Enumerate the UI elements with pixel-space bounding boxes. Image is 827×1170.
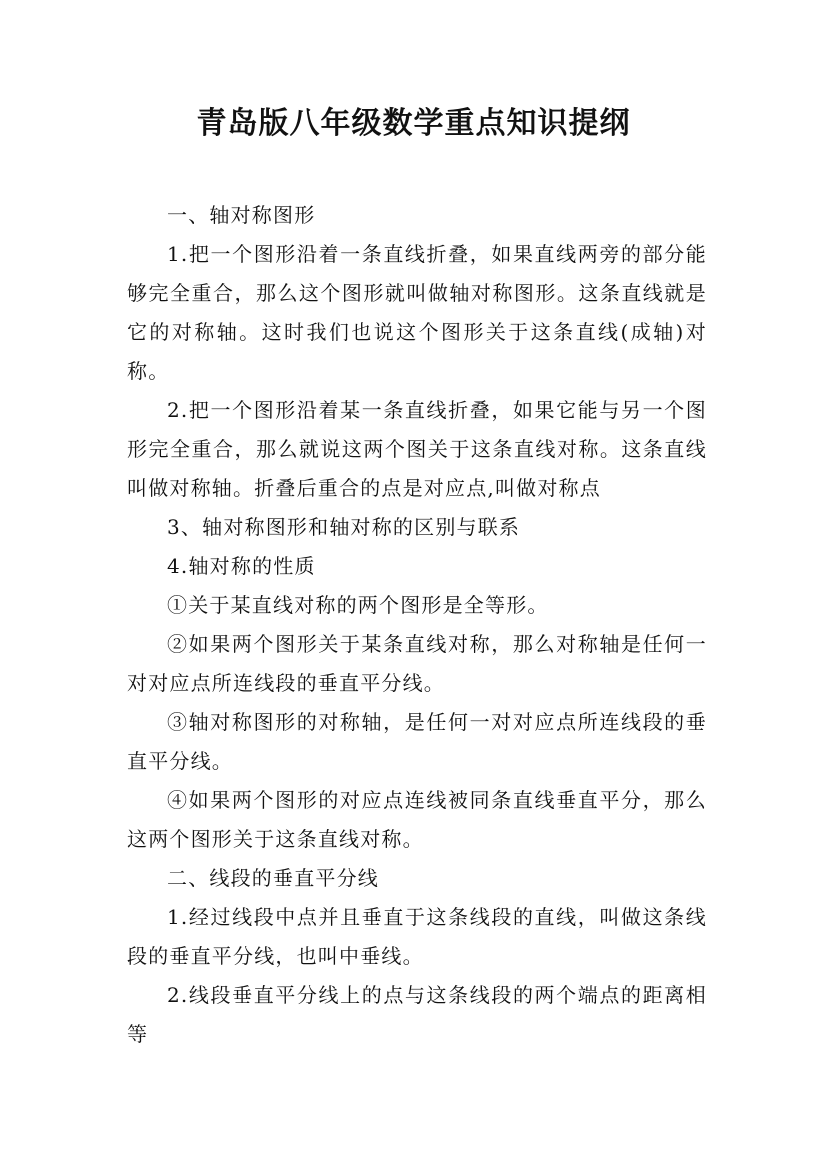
paragraph-property-1: ①关于某直线对称的两个图形是全等形。: [167, 593, 549, 617]
paragraph-difference-and-relation: 3、轴对称图形和轴对称的区别与联系: [167, 515, 521, 539]
paragraph-definition-axial-figure: 1.把一个图形沿着一条直线折叠，如果直线两旁的部分能够完全重合，那么这个图形就叫做轴对称图形。这条直线就是它的对称轴。这时我们也说这个图形关于这条直线(成轴)对称。: [127, 242, 707, 383]
document-body: [127, 196, 707, 1054]
section-heading-axial-symmetry: 一、轴对称图形: [167, 203, 316, 227]
paragraph-definition-symmetric-pair: 2.把一个图形沿着某一条直线折叠，如果它能与另一个图形完全重合，那么就说这两个图关于这条直线对称。这条直线叫做对称轴。折叠后重合的点是对应点,叫做对称点: [127, 398, 707, 500]
paragraph-property-4: ④如果两个图形的对应点连线被同条直线垂直平分，那么这两个图形关于这条直线对称。: [127, 788, 707, 851]
document-title: 青岛版八年级数学重点知识提纲: [196, 106, 631, 141]
section-heading-perpendicular-bisector: 二、线段的垂直平分线: [167, 866, 379, 890]
paragraph-bisector-definition: 1.经过线段中点并且垂直于这条线段的直线，叫做这条线段的垂直平分线，也叫中垂线。: [127, 905, 707, 968]
paragraph-property-2: ②如果两个图形关于某条直线对称，那么对称轴是任何一对对应点所连线段的垂直平分线。: [127, 632, 707, 695]
paragraph-properties-heading: 4.轴对称的性质: [167, 554, 316, 578]
paragraph-bisector-property: 2.线段垂直平分线上的点与这条线段的两个端点的距离相等: [127, 983, 707, 1046]
paragraph-property-3: ③轴对称图形的对称轴，是任何一对对应点所连线段的垂直平分线。: [127, 710, 707, 773]
